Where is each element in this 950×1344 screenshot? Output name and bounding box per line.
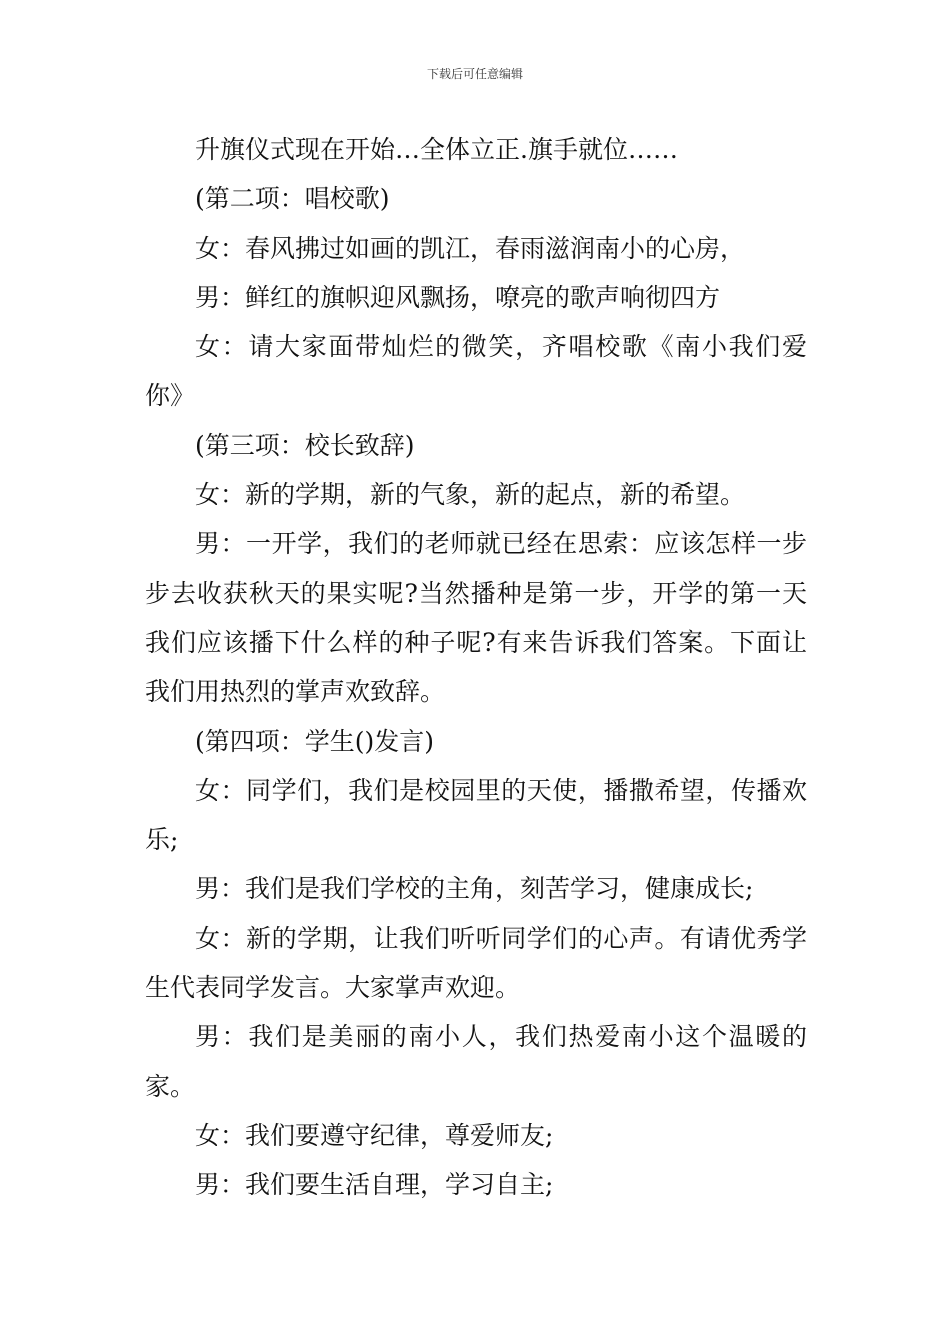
paragraph-6: (第三项：校长致辞)	[195, 430, 415, 460]
paragraph-11: 男：我们是我们学校的主角，刻苦学习，健康成长;	[195, 874, 754, 904]
paragraph-3: 女：春风拂过如画的凯江，春雨滋润南小的心房，	[195, 233, 746, 263]
paragraph-8: 男：一开学，我们的老师就已经在思索：应该怎样一步步去收获秋天的果实呢?当然播种是第一步，开学的第一天我们应该播下什么样的种子呢?有来告诉我们答案。下面让我们用热烈的掌声欢致辞。	[145, 529, 807, 707]
paragraph-5: 女：请大家面带灿烂的微笑，齐唱校歌《南小我们爱你》	[145, 332, 807, 411]
paragraph-7: 女：新的学期，新的气象，新的起点，新的希望。	[195, 480, 746, 510]
paragraph-12: 女：新的学期，让我们听听同学们的心声。有请优秀学生代表同学发言。大家掌声欢迎。	[145, 923, 807, 1003]
paragraph-1: 升旗仪式现在开始…全体立正.旗手就位……	[195, 135, 678, 164]
document-body	[145, 125, 807, 1210]
paragraph-4: 男：鲜红的旗帜迎风飘扬，嘹亮的歌声响彻四方	[195, 282, 721, 312]
paragraph-9: (第四项：学生()发言)	[195, 726, 435, 756]
paragraph-2: (第二项：唱校歌)	[195, 184, 390, 214]
paragraph-10: 女：同学们，我们是校园里的天使，播撒希望，传播欢乐;	[145, 775, 807, 855]
paragraph-14: 女：我们要遵守纪律，尊爱师友;	[195, 1120, 554, 1150]
paragraph-13: 男：我们是美丽的南小人，我们热爱南小这个温暖的家。	[145, 1022, 807, 1101]
page-header-note: 下载后可任意编辑	[426, 67, 523, 81]
paragraph-15: 男：我们要生活自理，学习自主;	[195, 1170, 554, 1200]
